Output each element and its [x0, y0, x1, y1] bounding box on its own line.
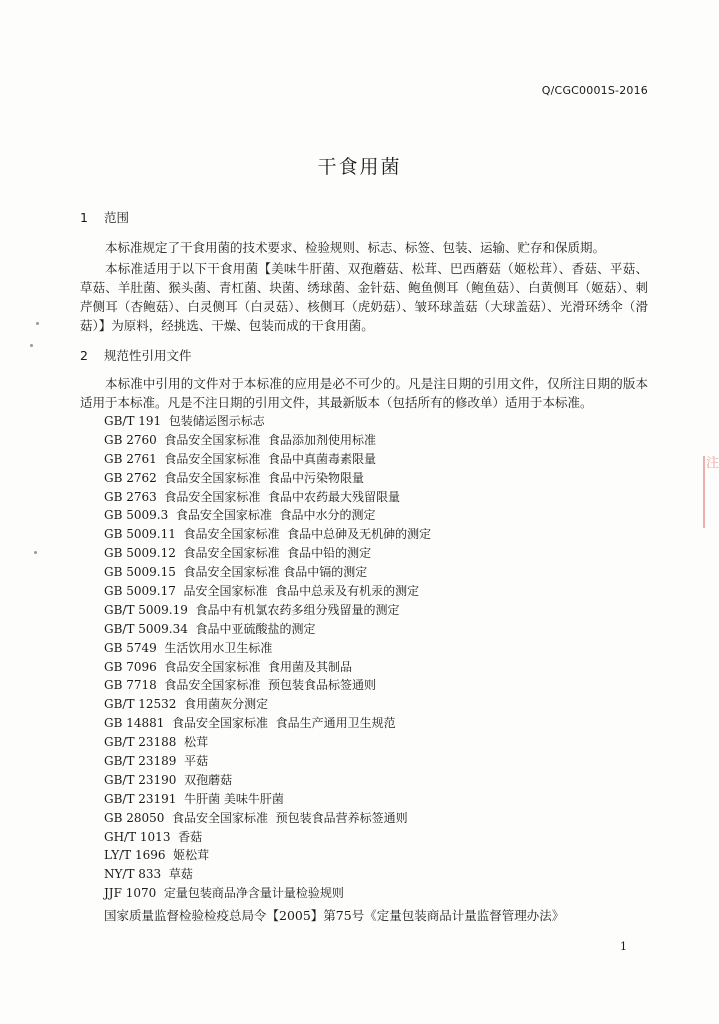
section-1-title: 范围 — [103, 210, 129, 225]
document-title: 干食用菌 — [317, 156, 402, 178]
references-intro: 本标准中引用的文件对于本标准的应用是必不可少的。凡是注日期的引用文件，仅所注日期的版本适用于本标准。凡是不注日期的引用文件，其最新版本（包括所有的修改单）适用于本标准。 — [80, 376, 648, 410]
reference-item: GB 5009.11 食品安全国家标准 食品中总砷及无机砷的测定 — [104, 527, 432, 542]
reference-item: GH/T 1013 香菇 — [104, 829, 203, 844]
standard-code: Q/CGC0001S-2016 — [541, 84, 648, 97]
reference-item: GB 5749 生活饮用水卫生标准 — [104, 640, 273, 655]
reference-item: GB 2761 食品安全国家标准 食品中真菌毒素限量 — [104, 451, 377, 466]
stamp-text: 注 — [706, 456, 719, 471]
section-1-number: 1 — [80, 210, 88, 225]
reference-item: GB/T 5009.34 食品中亚硫酸盐的测定 — [104, 621, 316, 636]
reference-item: GB 14881 食品安全国家标准 食品生产通用卫生规范 — [104, 716, 396, 731]
reference-item: GB/T 5009.19 食品中有机氯农药多组分残留量的测定 — [104, 602, 400, 617]
section-2-number: 2 — [80, 348, 88, 363]
reference-item: GB/T 191 包装储运图示标志 — [104, 414, 265, 428]
section-2-heading — [80, 346, 192, 364]
scan-speck — [34, 551, 37, 554]
reference-item: GB 5009.17 品安全国家标准 食品中总汞及有机汞的测定 — [104, 584, 420, 599]
reference-item: GB/T 12532 食用菌灰分测定 — [104, 697, 269, 712]
reference-item: GB 5009.15 食品安全国家标准 食品中镉的测定 — [104, 565, 368, 580]
reference-item: GB 5009.3 食品安全国家标准 食品中水分的测定 — [104, 508, 376, 523]
reference-item: JJF 1070 定量包装商品净含量计量检验规则 — [104, 886, 344, 901]
scan-speck — [36, 322, 39, 325]
reference-item: GB 28050 食品安全国家标准 预包装食品营养标签通则 — [104, 810, 408, 825]
reference-item: GB/T 23190 双孢蘑菇 — [104, 772, 233, 787]
regulation-reference: 国家质量监督检验检疫总局令【2005】第75号《定量包装商品计量监督管理办法》 — [104, 908, 565, 923]
section-2-title: 规范性引用文件 — [103, 348, 192, 363]
scope-paragraph-1: 本标准规定了干食用菌的技术要求、检验规则、标志、标签、包装、运输、贮存和保质期。 — [105, 240, 606, 255]
reference-item: GB/T 23191 牛肝菌 美味牛肝菌 — [104, 791, 284, 806]
reference-item: GB 2762 食品安全国家标准 食品中污染物限量 — [104, 470, 365, 485]
scope-paragraph-2: 本标准适用于以下干食用菌【美味牛肝菌、双孢蘑菇、松茸、巴西蘑菇（姬松茸）、香菇、平菇、草菇、羊肚菌、猴头菌、青杠菌、块菌、绣球菌、金针菇、鲍鱼侧耳（鲍鱼菇）、白黄侧耳（姬菇）、刺芹侧耳（杏鲍菇）、白灵侧耳（白灵菇）、核侧耳（虎奶菇）、皱环球盖菇（大球盖菇）、光滑环绣伞（滑菇）】为原料，经挑选、干燥、包装而成的干食用菌。 — [80, 261, 648, 333]
reference-item: GB 7096 食品安全国家标准 食用菌及其制品 — [104, 659, 353, 674]
reference-item: GB 5009.12 食品安全国家标准 食品中铅的测定 — [104, 546, 372, 561]
reference-item: LY/T 1696 姬松茸 — [104, 848, 210, 863]
reference-item: GB 7718 食品安全国家标准 预包装食品标签通则 — [104, 678, 377, 693]
red-stamp-mark — [703, 456, 719, 528]
scan-speck — [30, 344, 33, 347]
reference-item: GB 2760 食品安全国家标准 食品添加剂使用标准 — [104, 432, 377, 447]
reference-item: GB/T 23189 平菇 — [104, 754, 209, 769]
reference-item: NY/T 833 草菇 — [104, 867, 193, 882]
reference-item: GB 2763 食品安全国家标准 食品中农药最大残留限量 — [104, 489, 401, 504]
reference-item: GB/T 23188 松茸 — [104, 735, 209, 750]
page-number: 1 — [620, 940, 627, 953]
section-1-heading — [80, 208, 129, 226]
reference-list — [104, 412, 431, 903]
